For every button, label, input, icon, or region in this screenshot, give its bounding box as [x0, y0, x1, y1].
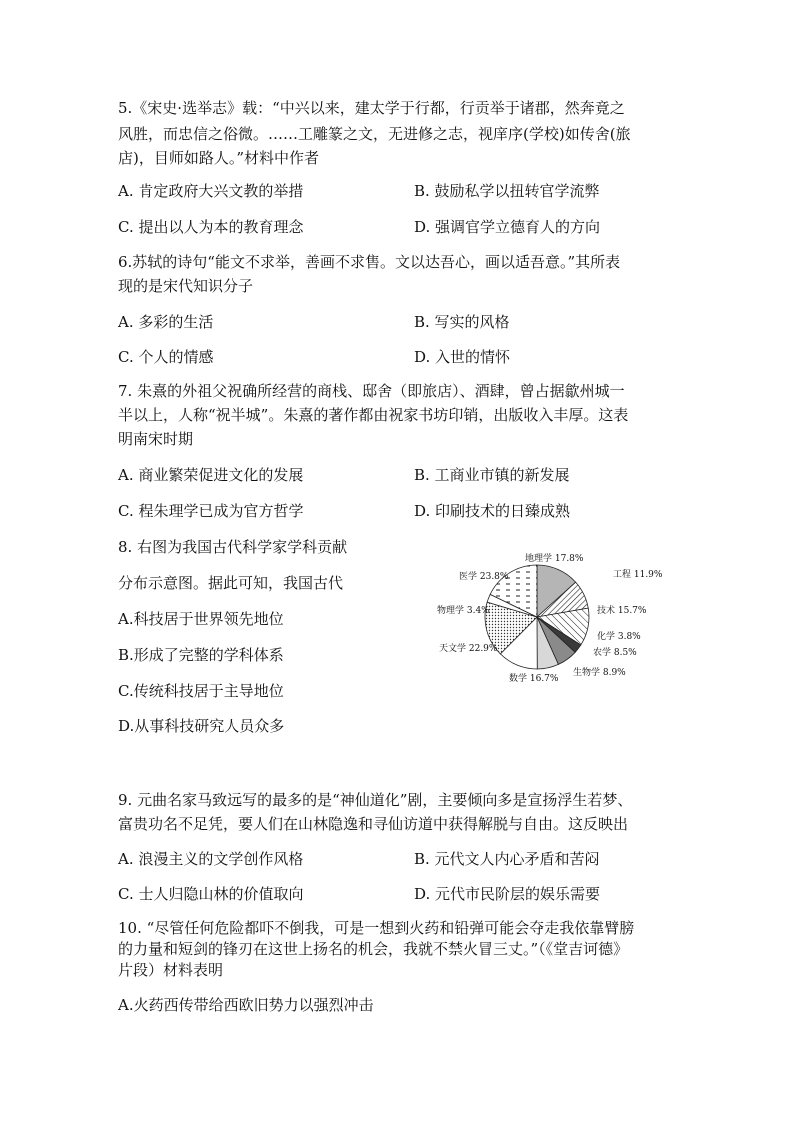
q9-option-a: A. 浪漫主义的文学创作风格 [118, 850, 304, 868]
q8-option-a: A.科技居于世界领先地位 [118, 610, 284, 628]
q6-stem-line-2: 现的是宋代知识分子 [118, 277, 254, 295]
q8-option-b: B.形成了完整的学科体系 [118, 646, 284, 664]
q8-option-d: D.从事科技研究人员众多 [118, 717, 285, 735]
subject-distribution-pie-chart [425, 545, 663, 685]
q6-option-c: C. 个人的情感 [118, 348, 214, 366]
q9-stem-line-1: 9. 元曲名家马致远写的最多的是“神仙道化”剧，主要倾向多是宣扬浮生若梦、 [118, 791, 633, 809]
q8-stem-line-2: 分布示意图。据此可知，我国古代 [118, 574, 344, 592]
q5-option-c: C. 提出以人为本的教育理念 [118, 218, 304, 236]
q8-option-c: C.传统科技居于主导地位 [118, 682, 284, 700]
pie-label-1: 工程 11.9% [613, 570, 663, 580]
q9-option-c: C. 士人归隐山林的价值取向 [118, 885, 304, 903]
q6-option-d: D. 入世的情怀 [414, 348, 511, 366]
q10-stem-line-1: 10. “尽管任何危险都吓不倒我，可是一想到火药和铅弹可能会夺走我依靠臂膀 [118, 919, 635, 937]
pie-label-3: 化学 3.8% [597, 632, 641, 642]
q7-option-b: B. 工商业市镇的新发展 [414, 466, 570, 484]
q5-stem-line-1: 5.《宋史·选举志》载：“中兴以来，建太学于行都，行贡举于诸郡，然奔竟之 [118, 99, 625, 117]
q10-stem-line-2: 的力量和短剑的锋刃在这世上扬名的机会，我就不禁火冒三丈。”（《堂吉诃德》 [118, 940, 629, 958]
q7-option-a: A. 商业繁荣促进文化的发展 [118, 466, 304, 484]
q7-stem-line-2: 半以上，人称“祝半城”。朱熹的著作都由祝家书坊印销，出版收入丰厚。这表 [118, 406, 629, 424]
q9-option-b: B. 元代文人内心矛盾和苦闷 [414, 850, 600, 868]
q7-option-c: C. 程朱理学已成为官方哲学 [118, 502, 304, 520]
q7-stem-line-3: 明南宋时期 [118, 430, 194, 448]
q5-stem-line-3: 店)，目师如路人。”材料中作者 [118, 149, 320, 167]
pie-label-8: 物理学 3.4% [437, 606, 490, 616]
pie-label-7: 天文学 22.9% [439, 644, 498, 654]
pie-label-5: 生物学 8.9% [573, 668, 626, 678]
q5-stem-line-2: 风胜，而忠信之俗微。……工雕篆之文，无进修之志，视庠序(学校)如传舍(旅 [118, 125, 631, 143]
q10-option-a: A.火药西传带给西欧旧势力以强烈冲击 [118, 996, 374, 1014]
pie-label-2: 技术 15.7% [597, 606, 647, 616]
pie-label-4: 农学 8.5% [593, 648, 637, 658]
q6-option-a: A. 多彩的生活 [118, 313, 214, 331]
pie-label-9: 医学 23.8% [459, 572, 509, 582]
q9-stem-line-2: 富贵功名不足凭，要人们在山林隐逸和寻仙访道中获得解脱与自由。这反映出 [118, 815, 629, 833]
q6-stem-line-1: 6.苏轼的诗句“能文不求举，善画不求售。文以达吾心，画以适吾意。”其所表 [118, 253, 621, 271]
q10-stem-line-3: 片段）材料表明 [118, 961, 224, 979]
q6-option-b: B. 写实的风格 [414, 313, 510, 331]
q5-option-b: B. 鼓励私学以扭转官学流弊 [414, 182, 600, 200]
q8-stem-line-1: 8. 右图为我国古代科学家学科贡献 [118, 538, 348, 556]
q7-stem-line-1: 7. 朱熹的外祖父祝确所经营的商栈、邸舍（即旅店）、酒肆，曾占据歙州城一 [118, 382, 625, 400]
pie-label-6: 数学 16.7% [509, 674, 559, 684]
q7-option-d: D. 印刷技术的日臻成熟 [414, 502, 571, 520]
pie-label-0: 地理学 17.8% [525, 554, 584, 564]
q9-option-d: D. 元代市民阶层的娱乐需要 [414, 885, 601, 903]
q5-option-a: A. 肯定政府大兴文教的举措 [118, 182, 304, 200]
q5-option-d: D. 强调官学立德育人的方向 [414, 218, 601, 236]
